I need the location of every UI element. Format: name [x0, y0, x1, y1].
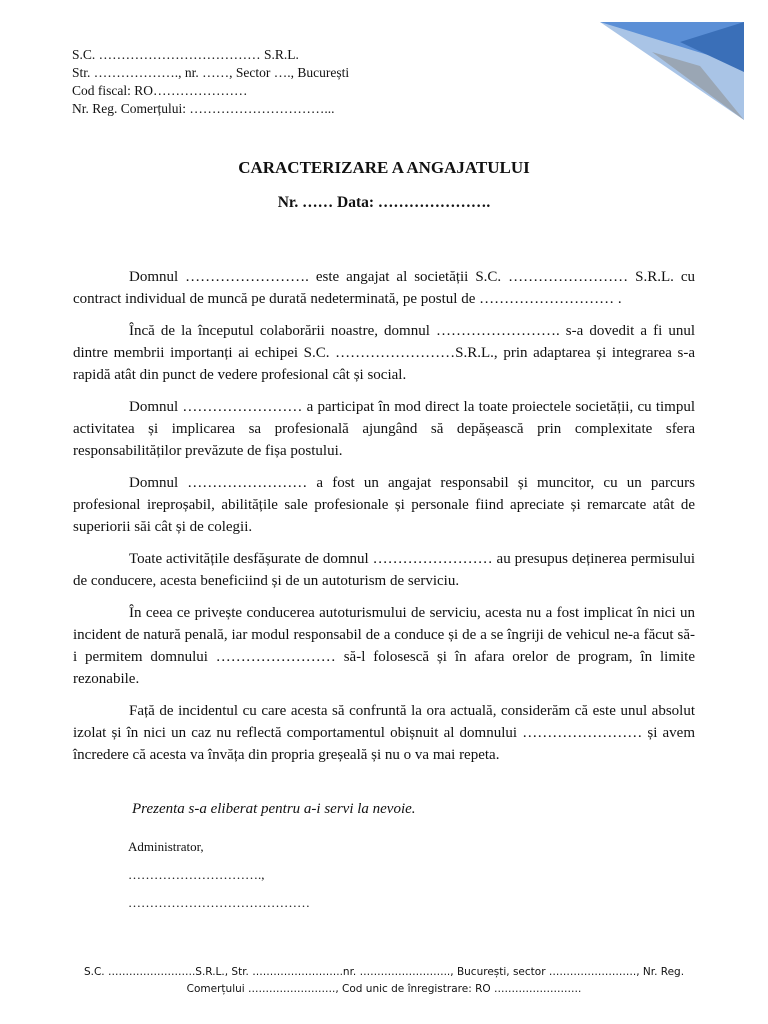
- document-body: [73, 266, 695, 776]
- body-paragraph: Domnul …………………… a fost un angajat responsabil și muncitor, cu un parcurs profesional ireproșabil, abilitățile sale profesionale și personale fiind apreciate și remarcate atât de superiorii săi cât și de colegii.: [73, 475, 695, 535]
- page-footer: [60, 964, 708, 998]
- header-company-name: S.C. ……………………………… S.R.L.: [72, 47, 299, 62]
- header-fiscal-code: Cod fiscal: RO…………………: [72, 83, 248, 98]
- body-paragraph: În ceea ce privește conducerea autoturismului de serviciu, acesta nu a fost implicat în nici un incident de natură penală, iar modul responsabil de a conduce și de a se îngriji de vehicul ne-a făcut să-i permitem domnului …………………… să-l folosescă și în afara orelor de program, în limite rezonabile.: [73, 605, 695, 687]
- body-paragraph: Față de incidentul cu care acesta să confruntă la ora actuală, considerăm că este unul absolut izolat și în nici un caz nu reflectă comportamentul obișnuit al domnului …………………… și avem încredere că acesta va învăța din propria greșeală și nu o va mai repeta.: [73, 703, 695, 763]
- signature-block: [128, 833, 310, 917]
- closing-statement: Prezenta s-a eliberat pentru a-i servi la nevoie.: [132, 801, 416, 817]
- body-paragraph: Domnul ……………………. este angajat al societății S.C. …………………… S.R.L. cu contract individual de muncă pe durată nedeterminată, pe postul de ……………………… .: [73, 269, 695, 307]
- body-paragraph: Domnul …………………… a participat în mod direct la toate proiectele societății, cu timpul activitatea și implicarea sa profesională ajungând să depășească prin complexitate sfera responsabilităților prevăzute de fișa postului.: [73, 399, 695, 459]
- document-title: CARACTERIZARE A ANGAJATULUI: [238, 158, 530, 177]
- body-paragraph: Încă de la începutul colaborării noastre, domnul ……………………. s-a dovedit a fi unul dintre membrii importanți ai echipei S.C. ……………………S.R.L., prin adaptarea și integrarea s-a rapidă atât din punct de vedere profesional cât și social.: [73, 323, 695, 383]
- signature-role: Administrator,: [128, 839, 204, 854]
- footer-line: Comerțului ……………………., Cod unic de înregistrare: RO …………………….: [186, 983, 582, 995]
- signature-line: ……………………………………: [128, 895, 310, 910]
- company-header: [72, 46, 349, 118]
- document-number-date: Nr. …… Data: ………………….: [277, 194, 491, 211]
- header-trade-register: Nr. Reg. Comerțului: …………………………...: [72, 101, 335, 116]
- body-paragraph: Toate activitățile desfășurate de domnul …………………… au presupus deținerea permisului de conducere, acesta beneficiind și de un autoturism de serviciu.: [73, 551, 695, 589]
- signature-name-line: ………………………….,: [128, 867, 265, 882]
- footer-line: S.C. …………………….S.R.L., Str. ……………………..nr. …………………….., București, sector ……………………., Nr. Reg.: [83, 966, 685, 978]
- header-address: Str. ………………., nr. ……, Sector …., București: [72, 65, 350, 80]
